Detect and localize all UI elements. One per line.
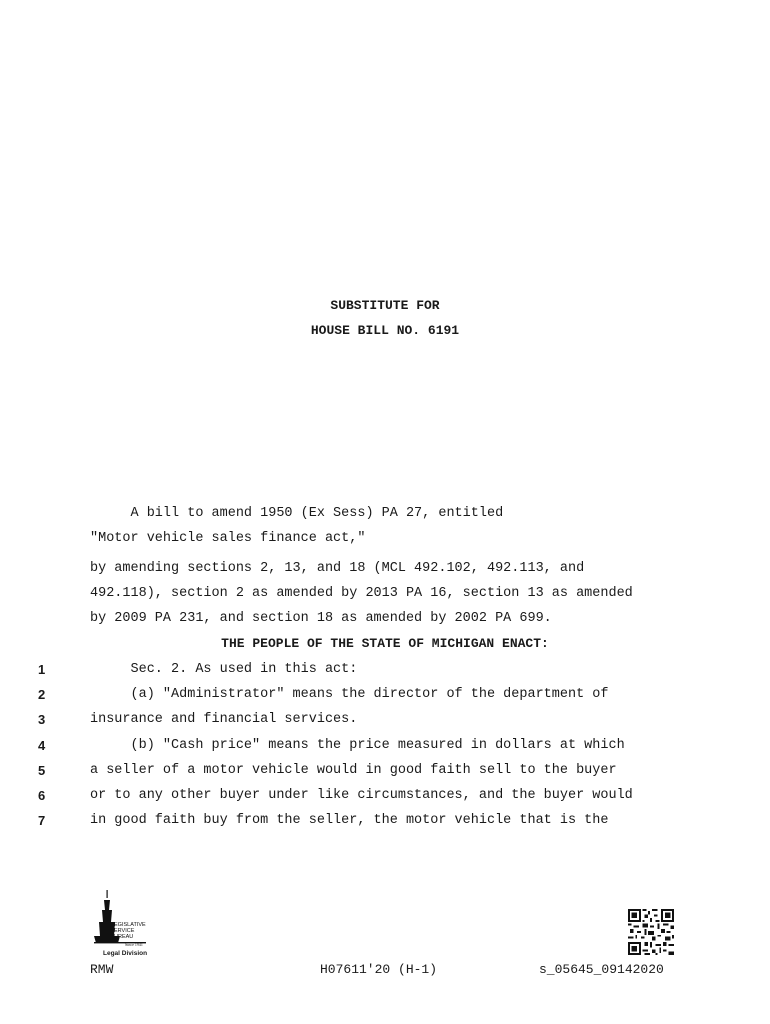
qr-code-icon: [628, 909, 674, 955]
logo-text: ERVICE: [114, 928, 135, 934]
line-number: 7: [38, 813, 46, 828]
body-line: in good faith buy from the seller, the motor vehicle that is the: [90, 813, 609, 828]
body-line: (b) "Cash price" means the price measured in dollars at which: [90, 738, 625, 753]
line-number: 3: [38, 712, 46, 727]
logo-text: EGISLATIVE: [114, 922, 146, 928]
logo-caption: Legal Division: [103, 950, 148, 957]
intro-line-3: by amending sections 2, 13, and 18 (MCL 492.102, 492.113, and: [90, 561, 585, 576]
line-number: 5: [38, 763, 46, 778]
enacting-clause: THE PEOPLE OF THE STATE OF MICHIGAN ENACT:: [221, 636, 549, 651]
line-number: 1: [38, 662, 46, 677]
body-line: Sec. 2. As used in this act:: [90, 662, 358, 677]
header-bill-number: HOUSE BILL NO. 6191: [310, 323, 460, 338]
line-number: 6: [38, 788, 46, 803]
line-number: 2: [38, 687, 46, 702]
intro-line-5: by 2009 PA 231, and section 18 as amended by 2002 PA 699.: [90, 611, 552, 626]
body-line: (a) "Administrator" means the director of the department of: [90, 687, 609, 702]
intro-line-1: A bill to amend 1950 (Ex Sess) PA 27, entitled: [90, 506, 504, 521]
body-line: a seller of a motor vehicle would in good faith sell to the buyer: [90, 763, 617, 778]
logo-text: Since 1941: [125, 942, 143, 947]
intro-line-4: 492.118), section 2 as amended by 2013 PA 16, section 13 as amended: [90, 586, 633, 601]
intro-line-2: "Motor vehicle sales finance act,": [90, 531, 366, 546]
logo-text: UREAU: [114, 934, 134, 940]
footer-file-id: s_05645_09142020: [539, 962, 664, 977]
body-line: or to any other buyer under like circumstances, and the buyer would: [90, 788, 633, 803]
footer-doc-number: H07611'20 (H-1): [320, 962, 438, 977]
line-number: 4: [38, 738, 46, 753]
header-substitute-for: SUBSTITUTE FOR: [330, 298, 440, 313]
footer-initials: RMW: [90, 962, 114, 977]
body-line: insurance and financial services.: [90, 712, 358, 727]
